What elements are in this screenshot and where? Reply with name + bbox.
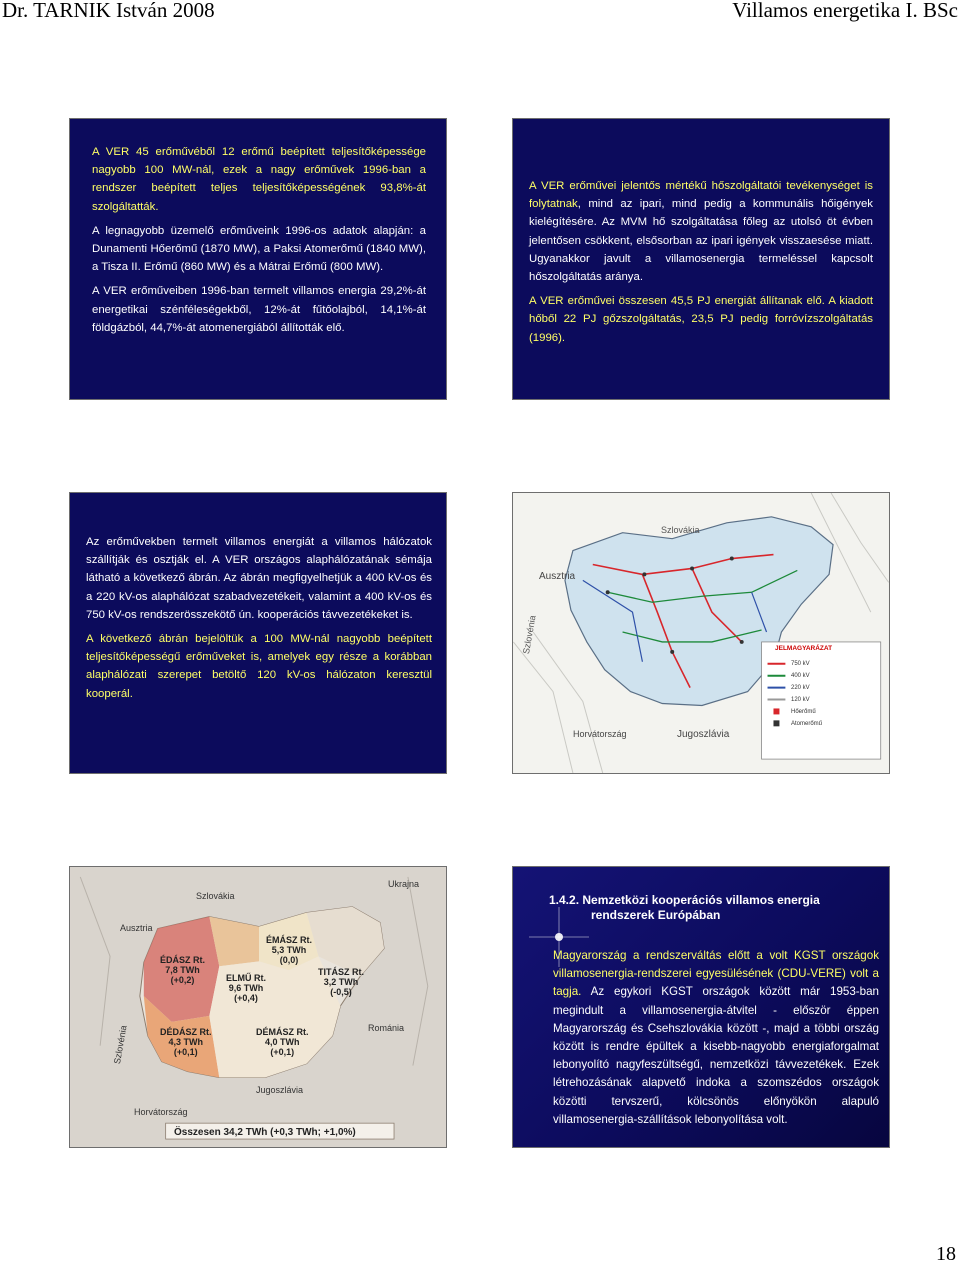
header-author: Dr. TARNIK István 2008 <box>2 0 215 22</box>
slide3-paragraph-1: Az erőművekben termelt villamos energiát a villamos hálózatok szállítják és osztják el. A VER országos alaphálózatának sémája látható a következő ábrán. Az ábrán megfigyelhetjük a 400 kV-os és a 220 kV-os alaphálózat szabadvezetékeit, valamint a 400 kV-os és 750 kV-os rendszerösszekötő ún. kooperációs távvezetékeket is. <box>86 536 432 621</box>
region-dedasz <box>160 1027 212 1057</box>
legend-thermal: Hőerőmű <box>791 709 816 715</box>
region-energy: 4,0 TWh <box>264 1037 300 1047</box>
legend-220kv: 220 kV <box>791 685 810 691</box>
region-name: ÉMÁSZ Rt. <box>266 935 312 945</box>
label-romania: Románia <box>368 1023 405 1033</box>
region-delta: (0,0) <box>279 955 299 965</box>
total-consumption: Összesen 34,2 TWh (+0,3 TWh; +1,0%) <box>174 1127 356 1138</box>
slide6-body <box>553 947 879 1129</box>
slide1-paragraph-2: A legnagyobb üzemelő erőműveink 1996-os adatok alapján: a Dunamenti Hőerőmű (1870 MW), a Paksi Atomerőmű (1840 MW), a Tisza II. Erőmű (860 MW) és a Mátrai Erőmű (800 MW). <box>92 224 426 274</box>
label-croatia: Horvátország <box>134 1107 188 1117</box>
region-titasz <box>318 967 364 997</box>
legend-400kv: 400 kV <box>791 673 810 679</box>
label-slovenia: Szlovénia <box>521 614 538 655</box>
slide3-paragraph-2: A következő ábrán bejelöltük a 100 MW-nál nagyobb beépített teljesítőképességű erőműveket is, amelyek egy része a korábban alaphálózati szerepet betöltő 120 kV-os hálózaton keresztül kooperál. <box>86 633 432 700</box>
slide2-paragraph-1-rest: , mind az ipari, mind pedig a kommunális hőigények kielégítésére. Az MVM hő szolgáltatása főleg az utolsó öt évben jelentősen csökkent, elsősorban az ipari igények visszaesése miatt. Ugyanakkor javult a villamosenergia termeléssel kapcsolt hőszolgáltatás aránya. <box>529 198 873 284</box>
region-edasz <box>160 955 205 985</box>
region-energy: 7,8 TWh <box>165 965 200 975</box>
slide2-paragraph-1 <box>529 177 873 286</box>
slide2-highlight: A VER erőművei jelentős mértékű hőszolgáltatói tevékenységet is folytatnak <box>529 180 873 211</box>
region-delta: (+0,1) <box>173 1047 198 1057</box>
legend-120kv: 120 kV <box>791 697 810 703</box>
label-slovenia: Szlovénia <box>112 1024 129 1065</box>
region-delta: (+0,1) <box>270 1047 295 1057</box>
region-delta: (+0,2) <box>170 975 195 985</box>
slide6-title-line2: rendszerek Európában <box>591 908 721 922</box>
label-croatia: Horvátország <box>573 729 627 739</box>
regions-map-image <box>70 867 446 1147</box>
region-name: DÉMÁSZ Rt. <box>256 1027 309 1037</box>
region-energy: 3,2 TWh <box>323 977 359 987</box>
label-yugoslavia: Jugoszlávia <box>256 1085 304 1095</box>
legend-750kv: 750 kV <box>791 661 810 667</box>
label-austria: Ausztria <box>539 571 576 582</box>
slide6-highlight: Magyarország a rendszerváltás előtt a volt KGST országok villamosenergia-rendszerei egyesülésének (CDU-VERE) volt a tagja. <box>553 949 879 999</box>
legend-nuclear: Atomerőmű <box>791 721 823 727</box>
legend-title: JELMAGYARÁZAT <box>775 645 833 652</box>
region-energy: 9,6 TWh <box>228 983 264 993</box>
label-ukraine: Ukrajna <box>388 879 420 889</box>
region-energy: 4,3 TWh <box>168 1037 203 1047</box>
slide-regions-map <box>69 866 447 1148</box>
header-course: Villamos energetika I. BSc <box>732 0 958 22</box>
slide-network-map <box>512 492 890 774</box>
region-name: ÉDÁSZ Rt. <box>160 955 205 965</box>
region-elmu <box>226 973 266 1003</box>
slide-heat-supply <box>512 118 890 400</box>
slide6-title <box>549 893 820 923</box>
slide1-paragraph-3: A VER erőműveiben 1996-ban termelt villamos energia 29,2%-át energetikai szénféleségekből, 12%-át fűtőolajból, 14,1%-át földgázból, 44,7%-át atomenergiából állították elő. <box>92 285 426 334</box>
slide-power-plants <box>69 118 447 400</box>
region-name: ELMŰ Rt. <box>226 973 266 983</box>
region-delta: (-0,5) <box>330 987 352 997</box>
label-slovakia: Szlovákia <box>196 891 235 901</box>
region-name: DÉDÁSZ Rt. <box>160 1027 212 1037</box>
slide-network <box>69 492 447 774</box>
region-emasz <box>266 935 312 965</box>
slide6-body-rest: Az egykori KGST országok között már 1953-ban megindult a villamosenergia-átvitel - először éppen Magyarország és Csehszlovákia között -, majd a többi ország között is rendre épültek a kisebb-nagyobb energiaforgalmat lebonyolító nagyfeszültségű, nemzetközi távvezetékek. Ezek létrehozásának alapvető indoka a szomszédos országok közötti tervszerű, kölcsönös előnyökön alapuló villamosenergia-szállítások lebonyolítása volt. <box>553 985 879 1126</box>
slide2-paragraph-2: A VER erőművei összesen 45,5 PJ energiát állítanak elő. A kiadott hőből 22 PJ gőzszolgáltatás, 23,5 PJ pedig forróvízszolgáltatás (1996). <box>529 295 873 344</box>
region-delta: (+0,4) <box>234 993 258 1003</box>
slide6-title-line1: 1.4.2. Nemzetközi kooperációs villamos energia <box>549 893 820 907</box>
page-number: 18 <box>936 1243 956 1265</box>
slide1-paragraph-1: A VER 45 erőművéből 12 erőmű beépített teljesítőképessége nagyobb 100 MW-nál, ezek a nagy erőművek 1996-ban a rendszer beépített teljes teljesítőképességének 93,8%-át szolgáltatták. <box>92 146 426 213</box>
region-name: TITÁSZ Rt. <box>318 967 364 977</box>
label-austria: Ausztria <box>120 923 153 933</box>
label-yugoslavia: Jugoszlávia <box>677 729 730 740</box>
region-energy: 5,3 TWh <box>271 945 307 955</box>
label-slovakia: Szlovákia <box>661 525 700 535</box>
slide-international-cooperation <box>512 866 890 1148</box>
region-demasz <box>256 1027 309 1057</box>
